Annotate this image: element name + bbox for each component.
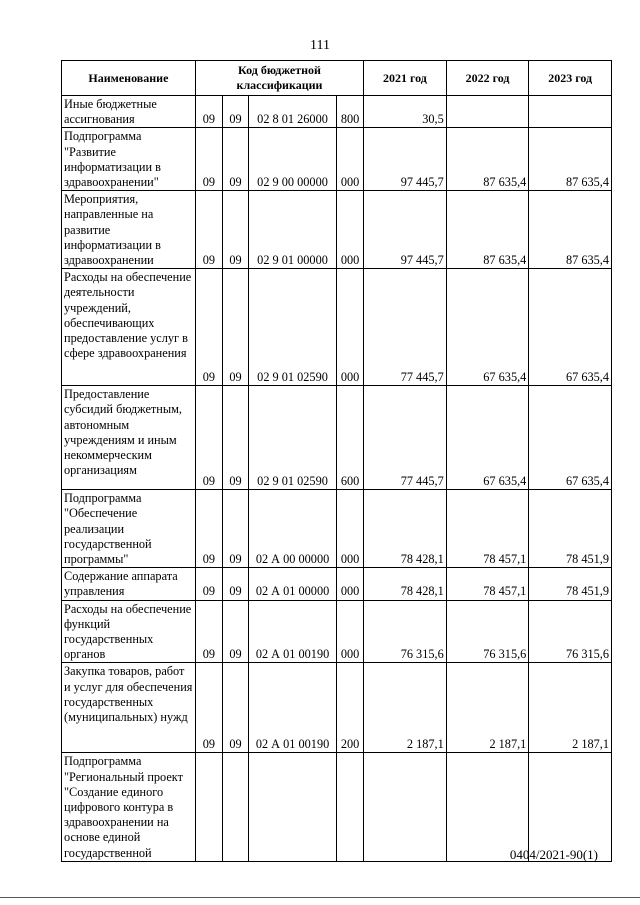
row-expense-type-code: 000 — [336, 568, 363, 600]
row-amount-2021: 76 315,6 — [364, 600, 447, 663]
row-amount-2022 — [446, 753, 529, 861]
row-name: Предоставление субсидий бюджетным, автономным учреждениям и иным некоммерческим организациям — [62, 386, 196, 490]
row-amount-2023: 87 635,4 — [529, 191, 612, 269]
row-amount-2023: 76 315,6 — [529, 600, 612, 663]
page-bottom-rule — [0, 897, 640, 898]
row-amount-2023: 78 451,9 — [529, 568, 612, 600]
row-amount-2023: 67 635,4 — [529, 269, 612, 386]
row-target-article-code: 02 9 00 00000 — [249, 128, 337, 191]
row-section-code: 09 — [195, 128, 222, 191]
row-name: Иные бюджетные ассигнования — [62, 96, 196, 128]
table-row — [62, 269, 612, 386]
row-section-code: 09 — [195, 490, 222, 568]
row-amount-2021: 77 445,7 — [364, 269, 447, 386]
table-row — [62, 568, 612, 600]
row-target-article-code: 02 А 01 00190 — [249, 600, 337, 663]
row-amount-2023: 78 451,9 — [529, 490, 612, 568]
row-amount-2023: 67 635,4 — [529, 386, 612, 490]
table-row — [62, 753, 612, 861]
row-amount-2021 — [364, 753, 447, 861]
table-row — [62, 663, 612, 753]
row-amount-2023 — [529, 753, 612, 861]
row-section-code — [195, 753, 222, 861]
row-expense-type-code: 600 — [336, 386, 363, 490]
row-section-code: 09 — [195, 386, 222, 490]
row-expense-type-code: 000 — [336, 600, 363, 663]
row-subsection-code: 09 — [223, 490, 249, 568]
table-row — [62, 191, 612, 269]
header-name: Наименование — [62, 61, 196, 96]
row-section-code: 09 — [195, 269, 222, 386]
row-expense-type-code: 000 — [336, 191, 363, 269]
row-target-article-code: 02 А 00 00000 — [249, 490, 337, 568]
row-amount-2022: 2 187,1 — [446, 663, 529, 753]
row-section-code: 09 — [195, 663, 222, 753]
row-section-code: 09 — [195, 96, 222, 128]
row-name: Подпрограмма "Региональный проект "Создание единого цифрового контура в здравоохранении на основе единой государственной — [62, 753, 196, 861]
row-target-article-code: 02 9 01 02590 — [249, 269, 337, 386]
row-target-article-code: 02 8 01 26000 — [249, 96, 337, 128]
row-amount-2022: 76 315,6 — [446, 600, 529, 663]
row-subsection-code — [223, 753, 249, 861]
row-subsection-code: 09 — [223, 600, 249, 663]
row-amount-2023: 87 635,4 — [529, 128, 612, 191]
table-body — [62, 96, 612, 862]
row-amount-2023 — [529, 96, 612, 128]
document-code: 0404/2021-90(1) — [509, 847, 598, 862]
table-row — [62, 128, 612, 191]
table-header-row — [62, 61, 612, 96]
row-amount-2022: 67 635,4 — [446, 386, 529, 490]
row-expense-type-code: 000 — [336, 490, 363, 568]
page-number: 111 — [310, 38, 330, 53]
row-amount-2021: 2 187,1 — [364, 663, 447, 753]
header-2021: 2021 год — [364, 61, 447, 96]
row-amount-2021: 77 445,7 — [364, 386, 447, 490]
table-row — [62, 600, 612, 663]
row-amount-2022: 87 635,4 — [446, 191, 529, 269]
row-target-article-code: 02 9 01 00000 — [249, 191, 337, 269]
row-amount-2023: 2 187,1 — [529, 663, 612, 753]
row-name: Закупка товаров, работ и услуг для обеспечения государственных (муниципальных) нужд — [62, 663, 196, 753]
row-name: Расходы на обеспечение функций государственных органов — [62, 600, 196, 663]
row-expense-type-code: 200 — [336, 663, 363, 753]
row-expense-type-code: 000 — [336, 269, 363, 386]
row-subsection-code: 09 — [223, 663, 249, 753]
row-expense-type-code: 000 — [336, 128, 363, 191]
table-row — [62, 386, 612, 490]
row-target-article-code — [249, 753, 337, 861]
row-subsection-code: 09 — [223, 568, 249, 600]
table-row — [62, 490, 612, 568]
row-section-code: 09 — [195, 568, 222, 600]
row-section-code: 09 — [195, 600, 222, 663]
row-amount-2021: 30,5 — [364, 96, 447, 128]
row-subsection-code: 09 — [223, 128, 249, 191]
header-2023: 2023 год — [529, 61, 612, 96]
row-target-article-code: 02 А 01 00000 — [249, 568, 337, 600]
row-name: Мероприятия, направленные на развитие информатизации в здравоохранении — [62, 191, 196, 269]
table-row — [62, 96, 612, 128]
row-amount-2021: 97 445,7 — [364, 128, 447, 191]
row-amount-2021: 78 428,1 — [364, 490, 447, 568]
row-amount-2022 — [446, 96, 529, 128]
row-expense-type-code — [336, 753, 363, 861]
header-code: Код бюджетной классификации — [195, 61, 363, 96]
row-name: Содержание аппарата управления — [62, 568, 196, 600]
row-name: Подпрограмма "Обеспечение реализации государственной программы" — [62, 490, 196, 568]
row-amount-2022: 78 457,1 — [446, 490, 529, 568]
row-name: Подпрограмма "Развитие информатизации в здравоохранении" — [62, 128, 196, 191]
row-subsection-code: 09 — [223, 96, 249, 128]
row-name: Расходы на обеспечение деятельности учреждений, обеспечивающих предоставление услуг в сфере здравоохранения — [62, 269, 196, 386]
row-subsection-code: 09 — [223, 191, 249, 269]
row-amount-2022: 78 457,1 — [446, 568, 529, 600]
row-subsection-code: 09 — [223, 386, 249, 490]
row-amount-2021: 78 428,1 — [364, 568, 447, 600]
row-expense-type-code: 800 — [336, 96, 363, 128]
row-amount-2022: 87 635,4 — [446, 128, 529, 191]
row-section-code: 09 — [195, 191, 222, 269]
row-target-article-code: 02 9 01 02590 — [249, 386, 337, 490]
row-target-article-code: 02 А 01 00190 — [249, 663, 337, 753]
row-amount-2022: 67 635,4 — [446, 269, 529, 386]
row-subsection-code: 09 — [223, 269, 249, 386]
row-amount-2021: 97 445,7 — [364, 191, 447, 269]
header-2022: 2022 год — [446, 61, 529, 96]
budget-table — [61, 60, 612, 862]
